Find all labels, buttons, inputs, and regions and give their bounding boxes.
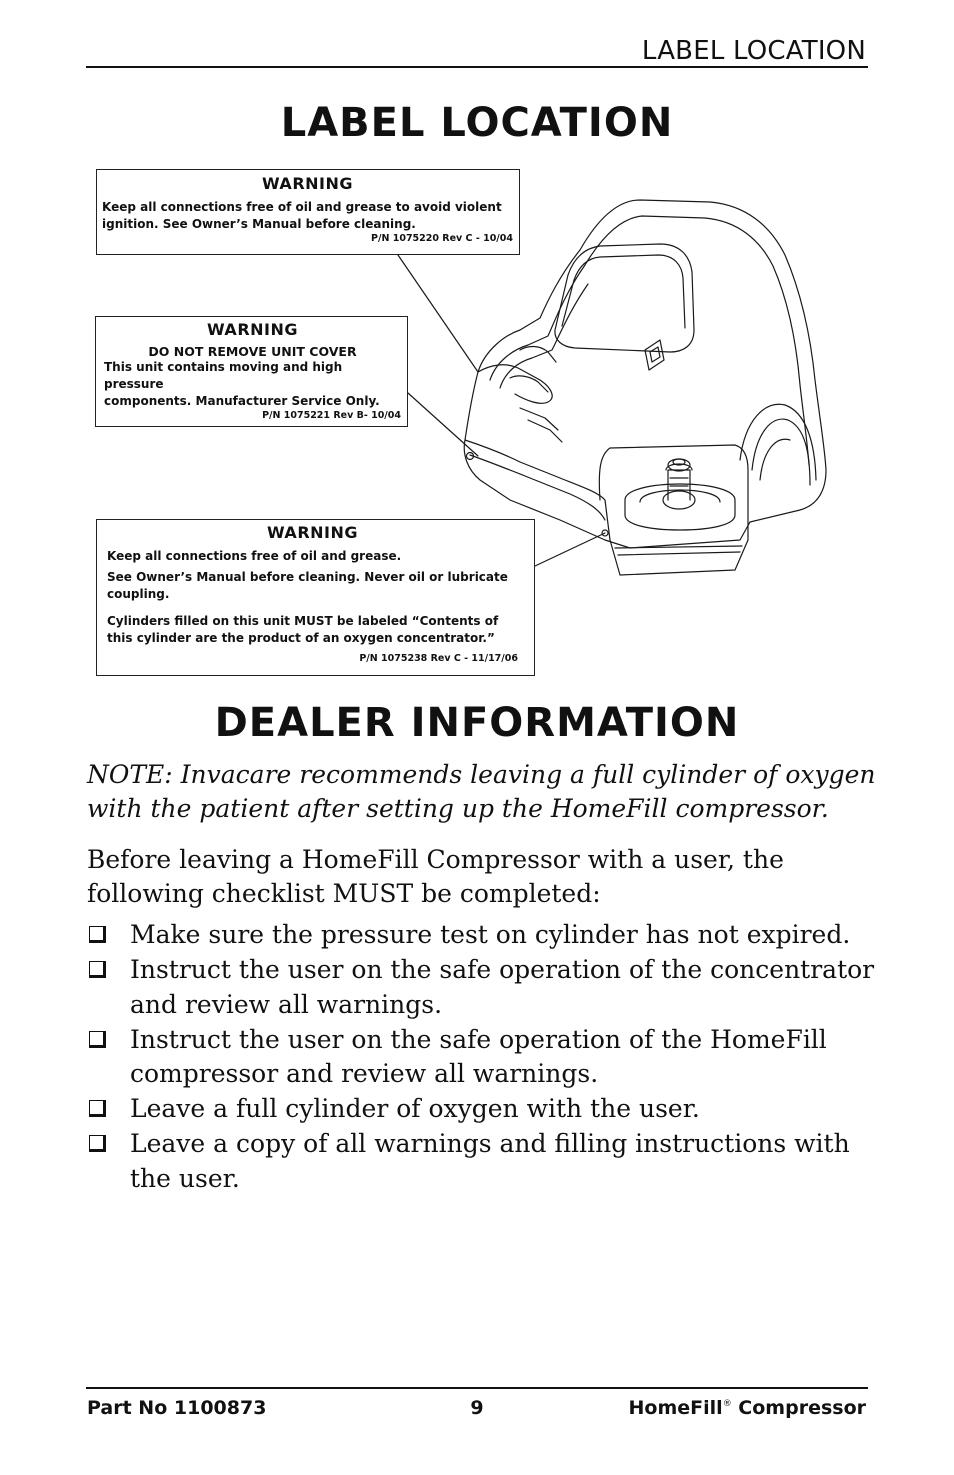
checklist-item-text: Instruct the user on the safe operation of the concentrator and review all warnings. (130, 955, 875, 1019)
footer-page-number: 9 (470, 1397, 484, 1419)
warning-part-number: P/N 1075221 Rev B- 10/04 (262, 410, 401, 421)
warning-line: This unit contains moving and high pressure (104, 360, 343, 391)
warning-label-coupling (96, 519, 535, 676)
checklist-item (87, 953, 877, 1022)
warning-line: components. Manufacturer Service Only. (104, 394, 380, 408)
dealer-information-heading: DEALER INFORMATION (214, 700, 740, 746)
warning-line: Keep all connections free of oil and grease. (107, 549, 402, 563)
warning-line: ignition. See Owner’s Manual before cleaning. (102, 217, 416, 231)
dealer-intro: Before leaving a HomeFill Compressor with a user, the following checklist MUST be completed: (87, 845, 784, 908)
checkbox-icon (89, 926, 106, 943)
warning-title: WARNING (207, 320, 298, 339)
warning-subtitle: DO NOT REMOVE UNIT COVER (148, 344, 357, 359)
warning-line: this cylinder are the product of an oxygen concentrator.” (107, 631, 495, 645)
warning-title: WARNING (262, 174, 353, 193)
warning-label-unit-cover (95, 316, 408, 427)
checkbox-icon (89, 961, 106, 978)
warning-line: coupling. (107, 587, 170, 601)
footer-rule (86, 1387, 868, 1389)
checklist-item-text: Leave a full cylinder of oxygen with the user. (130, 1094, 700, 1123)
checklist-item (87, 918, 877, 953)
warning-label-cleaning (96, 169, 520, 255)
footer-product-name (629, 1397, 866, 1419)
checklist-item (87, 1092, 877, 1127)
header-section-title: LABEL LOCATION (641, 36, 866, 66)
checklist-item-text: Instruct the user on the safe operation of the HomeFill compressor and review all warnings. (130, 1024, 827, 1088)
checklist-item-text: Leave a copy of all warnings and filling instructions with the user. (130, 1129, 850, 1193)
warning-line: Cylinders filled on this unit MUST be labeled “Contents of (107, 614, 499, 628)
warning-line: Keep all connections free of oil and grease to avoid violent (102, 200, 502, 214)
dealer-checklist (87, 918, 877, 1197)
warning-part-number: P/N 1075220 Rev C - 10/04 (371, 233, 513, 244)
checklist-item (87, 1023, 877, 1092)
checkbox-icon (89, 1031, 106, 1048)
dealer-note: NOTE: Invacare recommends leaving a full cylinder of oxygen with the patient after setting up the HomeFill compressor. (87, 760, 876, 823)
checklist-item (87, 1127, 877, 1196)
warning-part-number: P/N 1075238 Rev C - 11/17/06 (359, 653, 518, 664)
footer-part-number: Part No 1100873 (87, 1397, 267, 1419)
warning-line: See Owner’s Manual before cleaning. Never oil or lubricate (107, 570, 508, 584)
footer-product-name-text: HomeFill (628, 1397, 723, 1419)
footer-product-suffix: Compressor (731, 1397, 866, 1419)
warning-title: WARNING (267, 523, 358, 542)
checkbox-icon (89, 1135, 106, 1152)
label-location-heading: LABEL LOCATION (280, 100, 674, 146)
checklist-item-text: Make sure the pressure test on cylinder has not expired. (130, 920, 851, 949)
registered-mark: ® (722, 1399, 732, 1409)
checkbox-icon (89, 1100, 106, 1117)
